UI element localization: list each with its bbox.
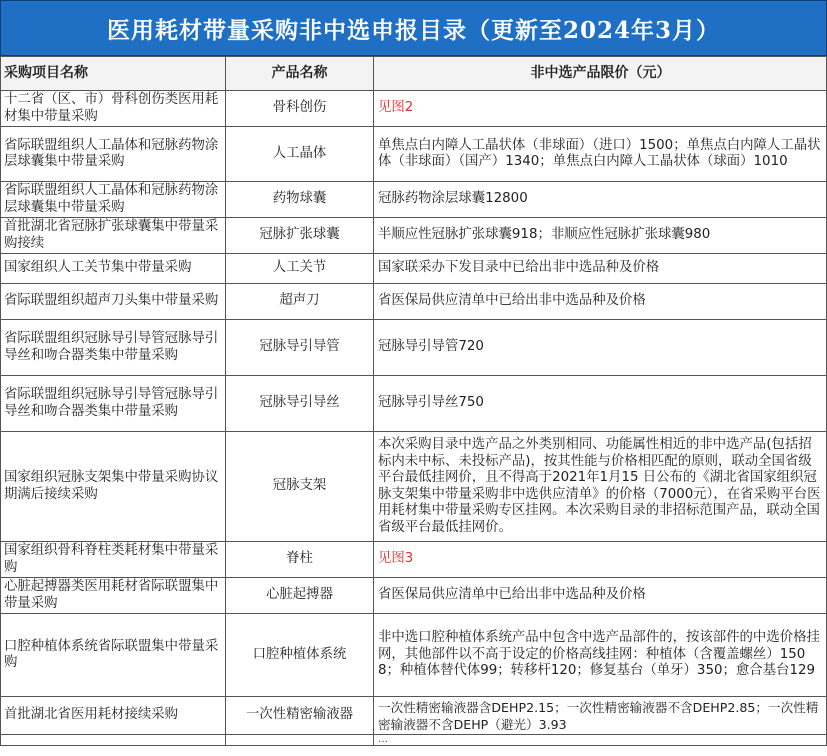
cell-price: 省医保局供应清单中已给出非中选品种及价格	[374, 284, 827, 320]
cell-price: 非中选口腔种植体系统产品中包含中选产品部件的，按该部件的中选价格挂网，其他部件以不高于设定的价格高线挂网：种植体（含覆盖螺丝）1508；种植体替代体99；转移杆120；修复基台（单牙）350；愈合基台129	[374, 614, 827, 697]
cell-price: 单焦点白内障人工晶状体（非球面）（进口）1500；单焦点白内障人工晶状体（非球面）（国产）1340；单焦点白内障人工晶状体（球面）1010	[374, 127, 827, 182]
cell-project: 十二省（区、市）骨科创伤类医用耗材集中带量采购	[1, 91, 226, 127]
cell-price: 半顺应性冠脉扩张球囊918；非顺应性冠脉扩张球囊980	[374, 218, 827, 254]
page-title: 医用耗材带量采购非中选申报目录（更新至2024年3月）	[0, 0, 827, 56]
cell-project: 省际联盟组织人工晶体和冠脉药物涂层球囊集中带量采购	[1, 127, 226, 182]
cell-cutoff	[226, 735, 374, 746]
cell-project: 国家组织冠脉支架集中带量采购协议期满后接续采购	[1, 432, 226, 542]
cell-project: 国家组织人工关节集中带量采购	[1, 254, 226, 284]
table-row	[1, 91, 827, 127]
cell-price-link: 见图3	[374, 542, 827, 578]
cell-product: 冠脉导引导管	[226, 320, 374, 376]
cell-product: 冠脉支架	[226, 432, 374, 542]
table-row	[1, 218, 827, 254]
header-project: 采购项目名称	[1, 57, 226, 91]
cell-price: 冠脉药物涂层球囊12800	[374, 182, 827, 218]
cell-product: 人工关节	[226, 254, 374, 284]
cell-project: 口腔种植体系统省际联盟集中带量采购	[1, 614, 226, 697]
cell-cutoff: …	[374, 735, 827, 746]
table-row	[1, 320, 827, 376]
table-row	[1, 182, 827, 218]
table-row	[1, 542, 827, 578]
table-row	[1, 284, 827, 320]
header-product: 产品名称	[226, 57, 374, 91]
cell-price: 省医保局供应清单中已给出非中选品种及价格	[374, 578, 827, 614]
cell-price: 冠脉导引导丝750	[374, 376, 827, 432]
cell-product: 冠脉扩张球囊	[226, 218, 374, 254]
cell-price-link: 见图2	[374, 91, 827, 127]
cell-price: 本次采购目录中选产品之外类别相同、功能属性相近的非中选产品(包括招标内未中标、未投标产品)，按其性能与价格相匹配的原则，联动全国省级平台最低挂网价，且不得高于2021年1月15 日公布的《湖北省国家组织冠脉支架集中带量采购非中选供应清单》的价格（7000元），在省采购平台医用耗材集中带量采购专区挂网。本次采购目录的非招标范围产品，联动全国省级平台最低挂网价。	[374, 432, 827, 542]
cell-product: 心脏起搏器	[226, 578, 374, 614]
cell-price: 一次性精密输液器含DEHP2.15；一次性精密输液器不含DEHP2.85；一次性精密输液器不含DEHP（避光）3.93	[374, 697, 827, 735]
table-row	[1, 614, 827, 697]
table-header-row	[1, 57, 827, 91]
cell-project: 国家组织骨科脊柱类耗材集中带量采购	[1, 542, 226, 578]
table-row	[1, 376, 827, 432]
table-row	[1, 432, 827, 542]
cell-product: 脊柱	[226, 542, 374, 578]
cell-price: 冠脉导引导管720	[374, 320, 827, 376]
cell-project: 首批湖北省医用耗材接续采购	[1, 697, 226, 735]
cell-product: 骨科创伤	[226, 91, 374, 127]
table-row	[1, 127, 827, 182]
header-price: 非中选产品限价（元）	[374, 57, 827, 91]
table-row	[1, 697, 827, 735]
cell-product: 药物球囊	[226, 182, 374, 218]
cell-product: 超声刀	[226, 284, 374, 320]
cell-product: 冠脉导引导丝	[226, 376, 374, 432]
cell-project: 首批湖北省冠脉扩张球囊集中带量采购接续	[1, 218, 226, 254]
price-table	[0, 56, 827, 746]
cell-product: 一次性精密输液器	[226, 697, 374, 735]
cell-project: 省际联盟组织人工晶体和冠脉药物涂层球囊集中带量采购	[1, 182, 226, 218]
cell-project: 省际联盟组织冠脉导引导管冠脉导引导丝和吻合器类集中带量采购	[1, 376, 226, 432]
table-row-cutoff	[1, 735, 827, 746]
cell-project: 心脏起搏器类医用耗材省际联盟集中带量采购	[1, 578, 226, 614]
table-row	[1, 254, 827, 284]
cell-product: 人工晶体	[226, 127, 374, 182]
cell-project: 省际联盟组织超声刀头集中带量采购	[1, 284, 226, 320]
cell-product: 口腔种植体系统	[226, 614, 374, 697]
table-row	[1, 578, 827, 614]
cell-cutoff	[1, 735, 226, 746]
cell-project: 省际联盟组织冠脉导引导管冠脉导引导丝和吻合器类集中带量采购	[1, 320, 226, 376]
cell-price: 国家联采办下发目录中已给出非中选品种及价格	[374, 254, 827, 284]
